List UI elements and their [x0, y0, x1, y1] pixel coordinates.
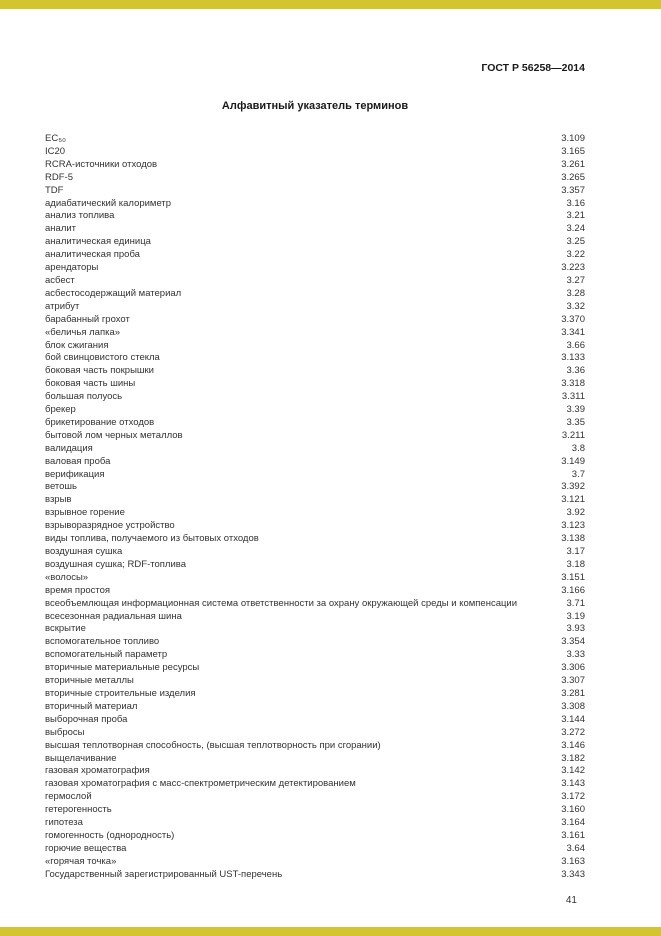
- alphabetical-index-list: [45, 133, 585, 882]
- term-label: всесезонная радиальная шина: [45, 610, 182, 622]
- term-label: гипотеза: [45, 817, 83, 829]
- index-entry: [45, 210, 585, 223]
- term-reference-number: 3.370: [561, 313, 585, 325]
- term-label: аналитическая проба: [45, 249, 140, 261]
- term-label: ветошь: [45, 481, 78, 493]
- index-entry: [45, 611, 585, 624]
- term-label: горючие вещества: [45, 842, 127, 854]
- term-label: Государственный зарегистрированный UST-перечень: [45, 868, 283, 880]
- index-entry: [45, 507, 585, 520]
- index-entry: [45, 830, 585, 843]
- term-reference-number: 3.182: [561, 752, 585, 764]
- term-reference-number: 3.92: [566, 507, 585, 519]
- term-label: взрыворазрядное устройство: [45, 520, 175, 532]
- index-entry: [45, 494, 585, 507]
- term-label: валидация: [45, 442, 93, 454]
- term-label: асбест: [45, 274, 75, 286]
- index-entry: [45, 417, 585, 430]
- index-entry: [45, 727, 585, 740]
- index-entry: [45, 340, 585, 353]
- term-label: боковая часть покрышки: [45, 365, 154, 377]
- term-label: время простоя: [45, 584, 111, 596]
- term-reference-number: 3.17: [566, 546, 585, 557]
- term-label: барабанный грохот: [45, 313, 130, 325]
- term-label: адиабатический калориметр: [45, 197, 172, 209]
- index-entry: [45, 236, 585, 249]
- index-entry: [45, 430, 585, 443]
- term-label: вторичные строительные изделия: [45, 687, 196, 699]
- index-entry: [45, 649, 585, 662]
- term-reference-number: 3.160: [561, 804, 585, 816]
- term-label: IC20: [45, 145, 66, 157]
- index-entry: [45, 778, 585, 791]
- term-reference-number: 3.71: [566, 597, 585, 609]
- term-reference-number: 3.392: [561, 481, 585, 493]
- term-reference-number: 3.341: [561, 326, 585, 338]
- index-entry: [45, 146, 585, 159]
- term-reference-number: 3.123: [561, 520, 585, 532]
- term-reference-number: 3.66: [566, 339, 585, 351]
- index-entry: [45, 701, 585, 714]
- index-entry: [45, 378, 585, 391]
- index-entry: [45, 262, 585, 275]
- term-reference-number: 3.24: [566, 223, 585, 235]
- index-entry: [45, 159, 585, 172]
- term-label: аналитическая единица: [45, 236, 151, 248]
- term-label: гомогенность (однородность): [45, 829, 175, 841]
- index-entry: [45, 585, 585, 598]
- term-label: брикетирование отходов: [45, 416, 155, 428]
- bottom-color-band: [0, 927, 661, 936]
- term-reference-number: 3.33: [566, 649, 585, 661]
- term-label: аналит: [45, 223, 77, 235]
- term-label: боковая часть шины: [45, 378, 136, 390]
- index-entry: [45, 765, 585, 778]
- term-label: вторичный материал: [45, 700, 138, 712]
- term-reference-number: 3.265: [561, 171, 585, 183]
- index-entry: [45, 843, 585, 856]
- term-label: большая полуось: [45, 391, 123, 403]
- term-reference-number: 3.144: [561, 713, 585, 725]
- term-label: всеобъемлющая информационная система ответственности за охрану окружающей среды и компенсации: [45, 597, 518, 609]
- index-entry: [45, 443, 585, 456]
- index-entry: [45, 791, 585, 804]
- index-entry: [45, 740, 585, 753]
- term-reference-number: 3.35: [566, 416, 585, 428]
- term-reference-number: 3.93: [566, 623, 585, 635]
- term-label: выбросы: [45, 726, 85, 738]
- term-reference-number: 3.27: [566, 274, 585, 286]
- term-reference-number: 3.21: [566, 210, 585, 222]
- term-label: взрыв: [45, 494, 72, 506]
- term-reference-number: 3.165: [561, 145, 585, 157]
- term-reference-number: 3.223: [561, 262, 585, 274]
- index-entry: [45, 598, 585, 611]
- term-label: «волосы»: [45, 571, 89, 583]
- index-entry: [45, 185, 585, 198]
- index-entry: [45, 753, 585, 766]
- term-reference-number: 3.16: [566, 197, 585, 209]
- index-entry: [45, 714, 585, 727]
- term-label: TDF: [45, 184, 64, 196]
- index-entry: [45, 301, 585, 314]
- term-label: «горячая точка»: [45, 855, 117, 867]
- term-reference-number: 3.151: [561, 571, 585, 583]
- term-reference-number: 3.8: [571, 442, 585, 454]
- term-label: газовая хроматография с масс-спектрометрическим детектированием: [45, 778, 356, 790]
- page-number: 41: [565, 894, 577, 906]
- term-label: вспомогательное топливо: [45, 636, 160, 648]
- index-entry: [45, 391, 585, 404]
- term-label: блок сжигания: [45, 339, 109, 351]
- term-label: вспомогательный параметр: [45, 649, 168, 661]
- term-label: RDF-5: [45, 171, 73, 183]
- term-label: атрибут: [45, 300, 80, 312]
- document-standard-number: ГОСТ Р 56258—2014: [481, 62, 585, 74]
- index-entry: [45, 636, 585, 649]
- index-entry: [45, 662, 585, 675]
- term-reference-number: 3.163: [561, 855, 585, 867]
- term-label: бой свинцовистого стекла: [45, 352, 160, 364]
- term-reference-number: 3.146: [561, 739, 585, 751]
- index-entry: [45, 572, 585, 585]
- term-reference-number: 3.166: [561, 584, 585, 596]
- term-reference-number: 3.18: [566, 558, 585, 570]
- term-reference-number: 3.36: [566, 365, 585, 377]
- index-entry: [45, 559, 585, 572]
- document-page: [45, 0, 585, 906]
- term-reference-number: 3.172: [561, 791, 585, 803]
- term-reference-number: 3.32: [566, 300, 585, 312]
- index-entry: [45, 869, 585, 882]
- term-reference-number: 3.133: [561, 352, 585, 364]
- index-entry: [45, 469, 585, 482]
- index-entry: [45, 688, 585, 701]
- term-reference-number: 3.161: [561, 829, 585, 841]
- term-label: верификация: [45, 468, 105, 480]
- index-entry: [45, 404, 585, 417]
- index-entry: [45, 817, 585, 830]
- term-reference-number: 3.39: [566, 404, 585, 416]
- index-entry: [45, 288, 585, 301]
- term-label: высшая теплотворная способность, (высшая теплотворность при сгорании): [45, 739, 381, 751]
- term-reference-number: 3.25: [566, 236, 585, 248]
- term-reference-number: 3.7: [571, 468, 585, 480]
- term-label: воздушная сушка: [45, 546, 123, 557]
- term-reference-number: 3.143: [561, 778, 585, 790]
- term-label: бытовой лом черных металлов: [45, 429, 183, 441]
- index-entry: [45, 198, 585, 211]
- index-entry: [45, 249, 585, 262]
- term-label: вторичные металлы: [45, 675, 134, 687]
- term-label: взрывное горение: [45, 507, 125, 519]
- index-entry: [45, 623, 585, 636]
- term-label: брекер: [45, 404, 76, 416]
- index-entry: [45, 365, 585, 378]
- term-reference-number: 3.142: [561, 765, 585, 777]
- index-entry: [45, 675, 585, 688]
- page-title: Алфавитный указатель терминов: [221, 100, 409, 112]
- term-reference-number: 3.343: [561, 868, 585, 880]
- term-label: асбестосодержащий материал: [45, 287, 182, 299]
- index-entry: [45, 352, 585, 365]
- term-reference-number: 3.138: [561, 533, 585, 545]
- index-entry: [45, 533, 585, 546]
- term-reference-number: 3.261: [561, 158, 585, 170]
- term-label: гетерогенность: [45, 804, 112, 816]
- term-label: вторичные материальные ресурсы: [45, 662, 200, 674]
- index-entry: [45, 314, 585, 327]
- term-reference-number: 3.281: [561, 687, 585, 699]
- term-reference-number: 3.307: [561, 675, 585, 687]
- term-label: выборочная проба: [45, 713, 128, 725]
- term-label: выщелачивание: [45, 752, 117, 764]
- index-entry: [45, 456, 585, 469]
- term-reference-number: 3.64: [566, 842, 585, 854]
- term-label: гермослой: [45, 791, 92, 803]
- term-reference-number: 3.357: [561, 184, 585, 196]
- index-entry: [45, 804, 585, 817]
- term-label: EC₅₀: [45, 133, 66, 144]
- term-label: «беличья лапка»: [45, 326, 121, 338]
- index-entry: [45, 172, 585, 185]
- term-label: воздушная сушка; RDF-топлива: [45, 558, 186, 570]
- index-entry: [45, 520, 585, 533]
- term-label: RCRA-источники отходов: [45, 158, 158, 170]
- term-reference-number: 3.211: [561, 429, 585, 441]
- term-reference-number: 3.109: [561, 133, 585, 144]
- index-entry: [45, 546, 585, 559]
- term-reference-number: 3.164: [561, 817, 585, 829]
- term-label: вскрытие: [45, 623, 86, 635]
- term-reference-number: 3.306: [561, 662, 585, 674]
- term-reference-number: 3.272: [561, 726, 585, 738]
- index-entry: [45, 327, 585, 340]
- term-reference-number: 3.149: [561, 455, 585, 467]
- term-reference-number: 3.28: [566, 287, 585, 299]
- term-label: газовая хроматография: [45, 765, 150, 777]
- index-entry: [45, 275, 585, 288]
- term-label: валовая проба: [45, 455, 111, 467]
- term-label: арендаторы: [45, 262, 99, 274]
- term-reference-number: 3.308: [561, 700, 585, 712]
- index-entry: [45, 133, 585, 146]
- index-entry: [45, 481, 585, 494]
- term-reference-number: 3.121: [561, 494, 585, 506]
- term-reference-number: 3.354: [561, 636, 585, 648]
- term-label: анализ топлива: [45, 210, 115, 222]
- term-label: виды топлива, получаемого из бытовых отходов: [45, 533, 259, 545]
- index-entry: [45, 223, 585, 236]
- index-entry: [45, 856, 585, 869]
- term-reference-number: 3.22: [566, 249, 585, 261]
- term-reference-number: 3.311: [561, 391, 585, 403]
- term-reference-number: 3.318: [561, 378, 585, 390]
- term-reference-number: 3.19: [566, 610, 585, 622]
